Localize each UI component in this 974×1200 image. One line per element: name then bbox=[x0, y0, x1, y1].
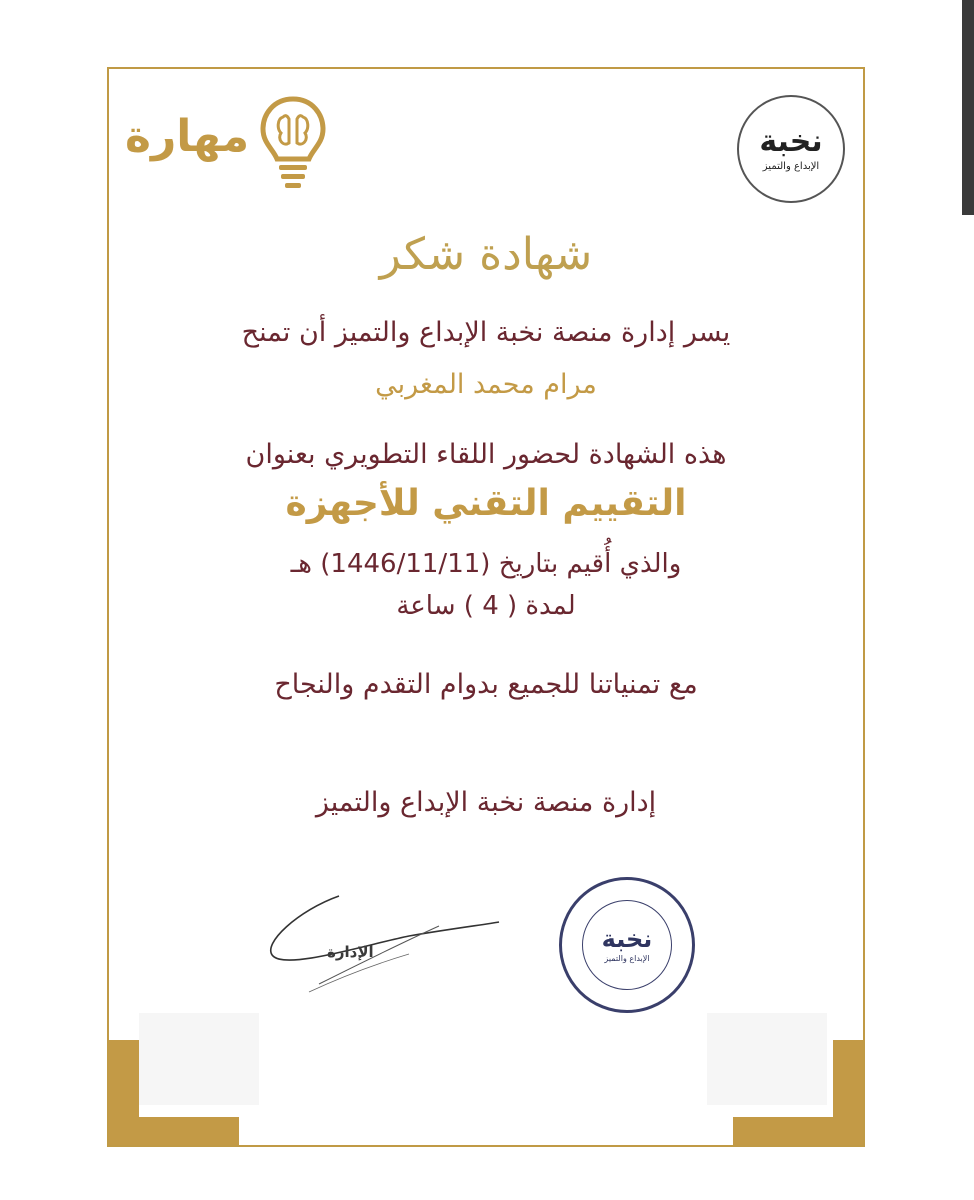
stamp-mark: نخبة bbox=[601, 925, 653, 953]
corner-bottom-left-horizontal bbox=[109, 1117, 239, 1145]
lightbulb-brain-icon bbox=[257, 93, 329, 193]
certificate-title: شهادة شكر bbox=[379, 229, 593, 280]
reason-line: هذه الشهادة لحضور اللقاء التطويري بعنوان bbox=[245, 439, 727, 470]
duration-line: لمدة ( 4 ) ساعة bbox=[396, 591, 576, 621]
maharah-logo bbox=[125, 93, 335, 193]
official-stamp-icon bbox=[559, 877, 695, 1013]
nukhba-logo-icon bbox=[737, 95, 845, 203]
intro-line: يسر إدارة منصة نخبة الإبداع والتميز أن تمنح bbox=[241, 317, 731, 348]
bottom-left-panel bbox=[139, 1013, 259, 1105]
nukhba-logo-mark: نخبة bbox=[759, 123, 823, 159]
recipient-name: مرام محمد المغربي bbox=[375, 369, 597, 400]
date-line: والذي أُقيم بتاريخ (1446/11/11) هـ bbox=[290, 549, 682, 579]
issuer-line: إدارة منصة نخبة الإبداع والتميز bbox=[315, 787, 657, 818]
bottom-right-panel bbox=[707, 1013, 827, 1105]
certificate-frame bbox=[107, 67, 865, 1147]
signature-icon bbox=[259, 874, 509, 1009]
stamp-center bbox=[582, 900, 672, 990]
screen-edge-strip bbox=[962, 0, 974, 215]
corner-bottom-right-horizontal bbox=[733, 1117, 863, 1145]
wishes-line: مع تمنياتنا للجميع بدوام التقدم والنجاح bbox=[274, 669, 698, 700]
maharah-brand-text: مهارة bbox=[125, 111, 250, 162]
topic-title: التقييم التقني للأجهزة bbox=[285, 483, 687, 524]
stamp-subtitle: الإبداع والتميز bbox=[604, 954, 650, 963]
signature-label: الإدارة bbox=[327, 943, 374, 961]
nukhba-logo-subtitle: الإبداع والتميز bbox=[762, 160, 820, 172]
